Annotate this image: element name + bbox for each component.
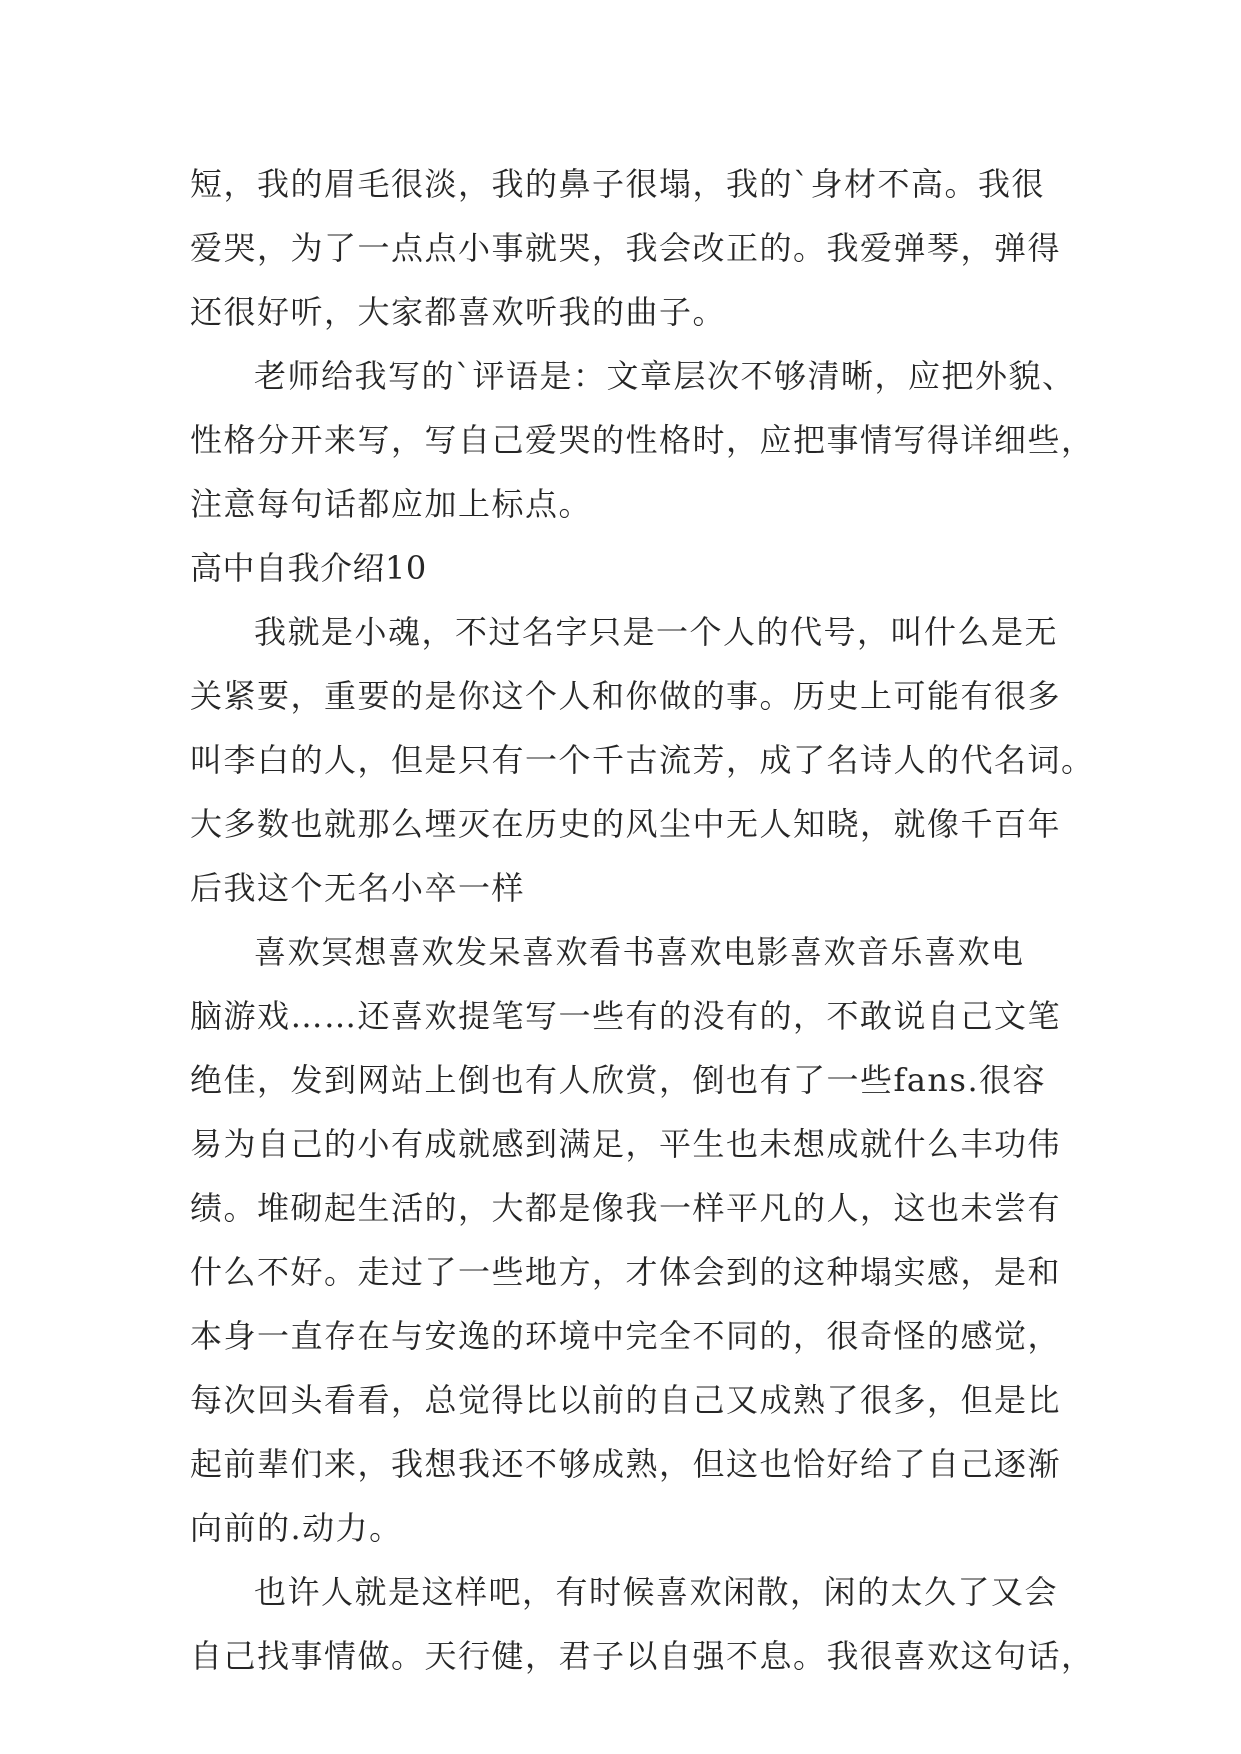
section-heading: 高中自我介绍10 bbox=[190, 549, 427, 587]
text-line: 还很好听，大家都喜欢听我的曲子。 bbox=[190, 293, 727, 331]
text-line: 关紧要，重要的是你这个人和你做的事。历史上可能有很多 bbox=[190, 677, 1062, 715]
paragraph-2 bbox=[190, 344, 1095, 536]
text-line: 向前的.动力。 bbox=[190, 1509, 403, 1547]
text-line: 本身一直存在与安逸的环境中完全不同的，很奇怪的感觉， bbox=[190, 1317, 1062, 1355]
text-line: 性格分开来写，写自己爱哭的性格时，应把事情写得详细些， bbox=[190, 421, 1095, 459]
text-line: 什么不好。走过了一些地方，才体会到的这种塌实感，是和 bbox=[190, 1253, 1062, 1291]
text-line: 也许人就是这样吧，有时候喜欢闲散，闲的太久了又会 bbox=[254, 1573, 1059, 1611]
text-line: 叫李白的人，但是只有一个千古流芳，成了名诗人的代名词。 bbox=[190, 741, 1095, 779]
text-line: 短，我的眉毛很淡，我的鼻子很塌，我的`身材不高。我很 bbox=[190, 165, 1046, 203]
paragraph-3 bbox=[190, 600, 1095, 920]
text-line: 绩。堆砌起生活的，大都是像我一样平凡的人，这也未尝有 bbox=[190, 1189, 1062, 1227]
paragraph-1 bbox=[190, 152, 1070, 344]
text-line: 大多数也就那么堙灭在历史的风尘中无人知晓，就像千百年 bbox=[190, 805, 1062, 843]
text-line: 每次回头看看，总觉得比以前的自己又成熟了很多，但是比 bbox=[190, 1381, 1062, 1419]
text-line: 起前辈们来，我想我还不够成熟，但这也恰好给了自己逐渐 bbox=[190, 1445, 1062, 1483]
text-line: 后我这个无名小卒一样 bbox=[190, 869, 526, 907]
text-line: 爱哭，为了一点点小事就哭，我会改正的。我爱弹琴，弹得 bbox=[190, 229, 1062, 267]
paragraph-4 bbox=[190, 920, 1070, 1560]
text-line: 喜欢冥想喜欢发呆喜欢看书喜欢电影喜欢音乐喜欢电 bbox=[254, 933, 1025, 971]
text-line: 注意每句话都应加上标点。 bbox=[190, 485, 593, 523]
text-line: 我就是小魂，不过名字只是一个人的代号，叫什么是无 bbox=[254, 613, 1059, 651]
document-body bbox=[190, 152, 1095, 1688]
text-line: 易为自己的小有成就感到满足，平生也未想成就什么丰功伟 bbox=[190, 1125, 1062, 1163]
text-line: 自己找事情做。天行健，君子以自强不息。我很喜欢这句话， bbox=[190, 1637, 1095, 1675]
text-line: 脑游戏……还喜欢提笔写一些有的没有的，不敢说自己文笔 bbox=[190, 997, 1062, 1035]
text-line: 绝佳，发到网站上倒也有人欣赏，倒也有了一些fans.很容 bbox=[190, 1061, 1047, 1099]
paragraph-5 bbox=[190, 1560, 1095, 1688]
text-line: 老师给我写的`评语是：文章层次不够清晰，应把外貌、 bbox=[254, 357, 1076, 395]
